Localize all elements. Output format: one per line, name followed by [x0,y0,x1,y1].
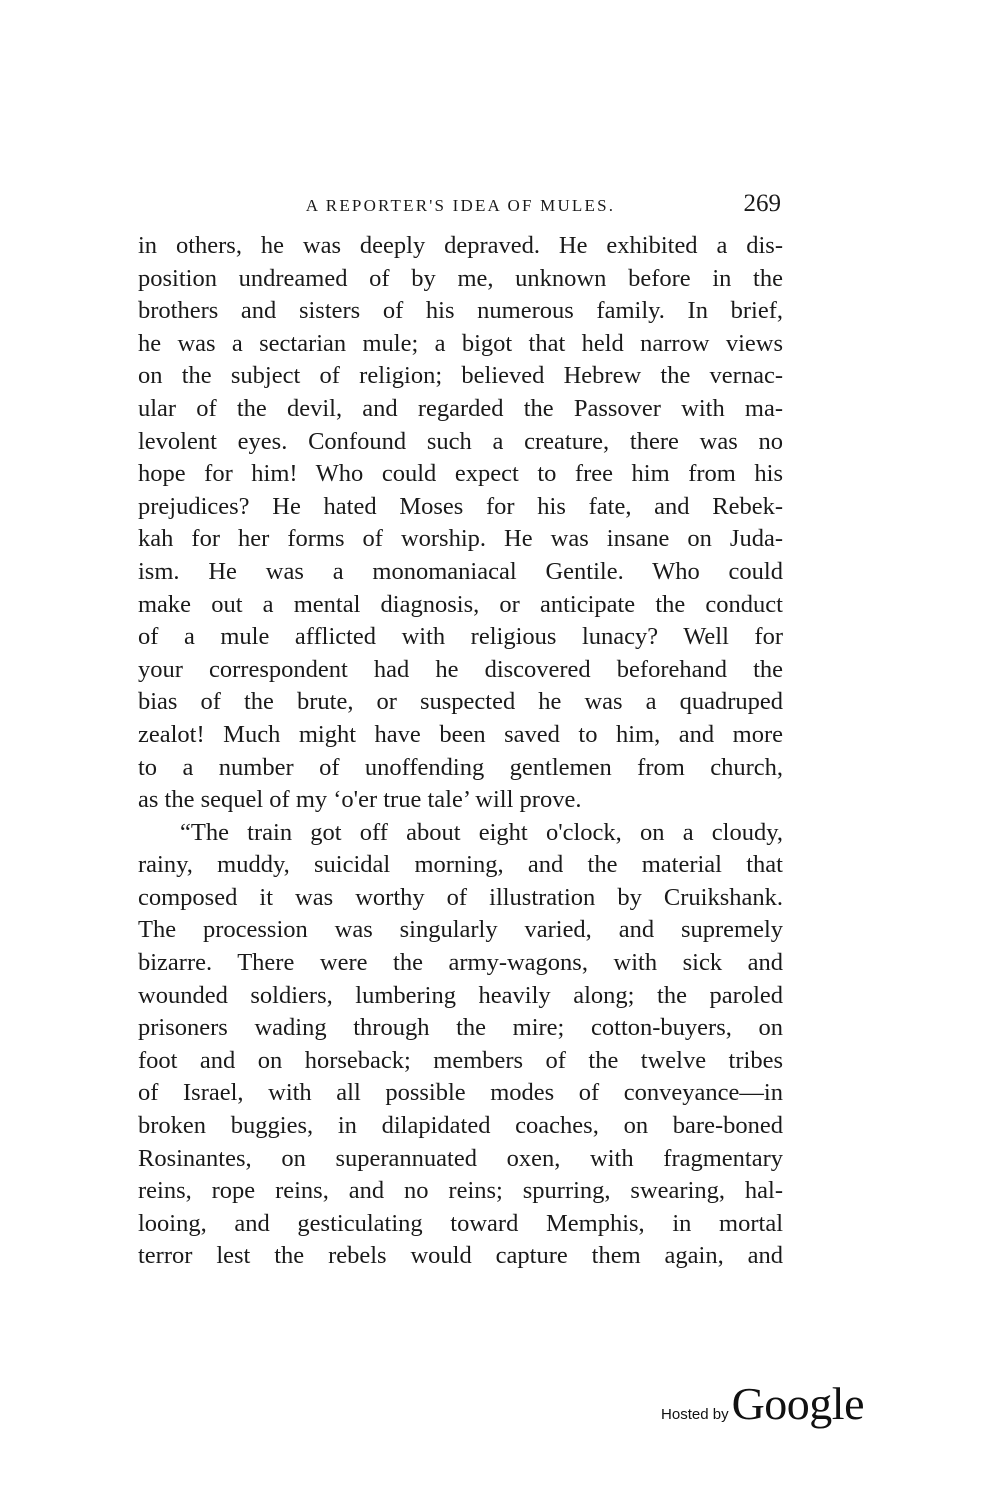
text-line: Rosinantes, on superannuated oxen, with fragmentary [138,1144,783,1172]
text-line: wounded soldiers, lumbering heavily along; the paroled [138,981,783,1009]
text-line: “The train got off about eight o'clock, on a cloudy, [180,818,783,846]
body-text [138,230,783,1273]
text-line: bizarre. There were the army-wagons, with sick and [138,949,783,977]
text-line: ular of the devil, and regarded the Passover with ma- [138,394,783,422]
text-line: bias of the brute, or suspected he was a quadruped [138,688,783,716]
text-line: prejudices? He hated Moses for his fate, and Rebek- [138,492,783,520]
text-line: of a mule afflicted with religious lunacy? Well for [138,623,783,651]
text-line: hope for him! Who could expect to free him from his [138,460,783,488]
text-line: of Israel, with all possible modes of conveyance—in [138,1079,783,1107]
text-line: broken buggies, in dilapidated coaches, on bare-boned [138,1112,783,1140]
hosted-by-label: Hosted by [661,1406,729,1423]
text-line: reins, rope reins, and no reins; spurring, swearing, hal- [138,1177,783,1205]
text-line: your correspondent had he discovered beforehand the [138,655,783,683]
text-line: kah for her forms of worship. He was insane on Juda- [138,525,783,553]
text-line: in others, he was deeply depraved. He exhibited a dis- [138,232,783,259]
google-logo: Google [731,1378,864,1429]
text-line: to a number of unoffending gentlemen from church, [138,753,783,781]
text-line: composed it was worthy of illustration by Cruikshank. [138,883,783,911]
text-line: he was a sectarian mule; a bigot that held narrow views [138,329,783,357]
text-line: position undreamed of by me, unknown before in the [138,264,783,292]
text-line: on the subject of religion; believed Hebrew the vernac- [138,362,783,390]
text-line: foot and on horseback; members of the twelve tribes [138,1046,783,1074]
page-number: 269 [743,190,781,217]
text-line: The procession was singularly varied, and supremely [138,916,783,944]
text-line: levolent eyes. Confound such a creature, there was no [138,427,783,455]
text-line: rainy, muddy, suicidal morning, and the material that [138,851,783,879]
text-line: looing, and gesticulating toward Memphis, in mortal [138,1209,783,1237]
text-line: as the sequel of my ‘o'er true tale’ will prove. [138,786,582,814]
text-line: terror lest the rebels would capture them again, and [138,1242,783,1270]
text-line: brothers and sisters of his numerous family. In brief, [138,297,783,325]
text-line: make out a mental diagnosis, or anticipate the conduct [138,590,783,618]
text-line: zealot! Much might have been saved to him, and more [138,720,783,748]
hosted-by-google-watermark [661,1377,864,1437]
running-head [138,190,783,220]
running-title: A REPORTER'S IDEA OF MULES. [305,196,616,215]
text-line: prisoners wading through the mire; cotton-buyers, on [138,1014,783,1042]
text-line: ism. He was a monomaniacal Gentile. Who could [138,557,783,585]
